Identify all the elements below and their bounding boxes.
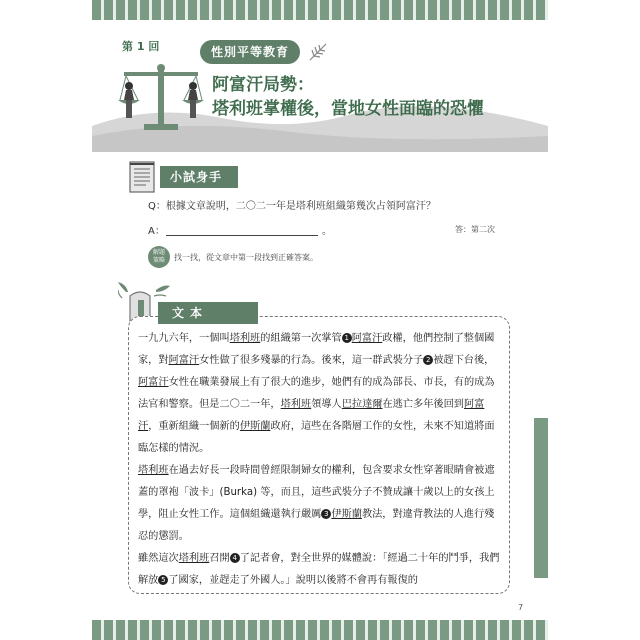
page-title-line2: 塔利班掌權後，當地女性面臨的恐懼 — [212, 99, 484, 119]
name-taliban: 塔利班 — [229, 333, 261, 344]
name-afghanistan: 阿富汗 — [138, 399, 485, 432]
balance-scale-illustration — [116, 60, 206, 132]
quiz-section-heading: 小試身手 — [160, 166, 238, 188]
article-paragraph-3: 雖然這次塔利班召開 4 了記者會，對全世界的媒體說：「經過二十年的鬥爭，我們解放 5 了國家，並趕走了外國人。」說明以後將不會再有報復的 — [138, 553, 500, 586]
tip-badge-line2: 策略 — [152, 257, 165, 264]
annotation-number: 3 — [321, 509, 331, 519]
name-islam: 伊斯蘭 — [331, 509, 362, 520]
tip-text: 找一找，從文章中第一段找到正確答案。 — [174, 253, 318, 262]
page-number: 7 — [518, 603, 524, 612]
answer-label: A： — [148, 226, 165, 237]
quiz-question: Q：根據文章說明，二〇二一年是塔利班組織第幾次占領阿富汗？ — [148, 201, 436, 212]
answer-input-line[interactable] — [166, 235, 318, 236]
lesson-number: 第 1 回 — [122, 40, 160, 53]
annotation-number: 4 — [230, 553, 240, 563]
top-stripe-band — [92, 0, 548, 20]
tip-badge-line1: 解題 — [152, 249, 165, 256]
notepad-icon — [128, 160, 158, 194]
name-baradar: 巴拉達爾 — [341, 399, 383, 410]
name-islam: 伊斯蘭 — [239, 421, 271, 432]
name-afghanistan: 阿富汗 — [168, 355, 200, 366]
bottom-stripe-band — [92, 620, 548, 640]
name-taliban: 塔利班 — [178, 553, 210, 564]
answer-period: 。 — [322, 226, 332, 237]
side-tab-band — [534, 418, 548, 578]
leaf-icon — [306, 40, 330, 64]
series-tag: 性別平等教育 — [200, 40, 300, 64]
answer-key: 答：第二次 — [455, 225, 495, 234]
article-paragraph-1: 一九九六年，一個叫塔利班的組織第一次掌管 1 阿富汗政權，他們控制了整個國家，對阿富汗女性做了很多殘暴的行為。後來，這一群武裝分子 2 被趕下台後，阿富汗女性在職業發展上有了很大的進步，她們有的成為部長、市長，有的成為法官和警察。但是二〇二一年，塔利班領導人巴拉達爾在逃亡多年後回到阿富汗，重新組織一個新的伊斯蘭政府，這些在各階層工作的女性，未來不知道將面臨怎樣的情況。 — [138, 333, 495, 454]
tip-badge — [148, 246, 170, 268]
annotation-number: 5 — [158, 575, 168, 585]
article-section-heading: 文本 — [158, 302, 258, 324]
page-title-line1: 阿富汗局勢： — [212, 75, 314, 95]
name-taliban: 塔利班 — [280, 399, 312, 410]
name-taliban: 塔利班 — [138, 465, 169, 476]
name-afghanistan: 阿富汗 — [351, 333, 383, 344]
annotation-number: 2 — [423, 355, 433, 365]
annotation-number: 1 — [342, 333, 352, 343]
name-afghanistan: 阿富汗 — [138, 377, 169, 388]
article-paragraph-2: 塔利班在過去好長一段時間曾經限制婦女的權利，包含要求女性穿著眼睛會被遮蓋的罩袍「波卡」(Burka) 等，而且，這些武裝分子不贊成讓十歲以上的女孩上學，阻止女性工作。這個組織還執行嚴厲 3 伊斯蘭教法，對違背教法的人進行殘忍的懲罰。 — [138, 465, 495, 542]
